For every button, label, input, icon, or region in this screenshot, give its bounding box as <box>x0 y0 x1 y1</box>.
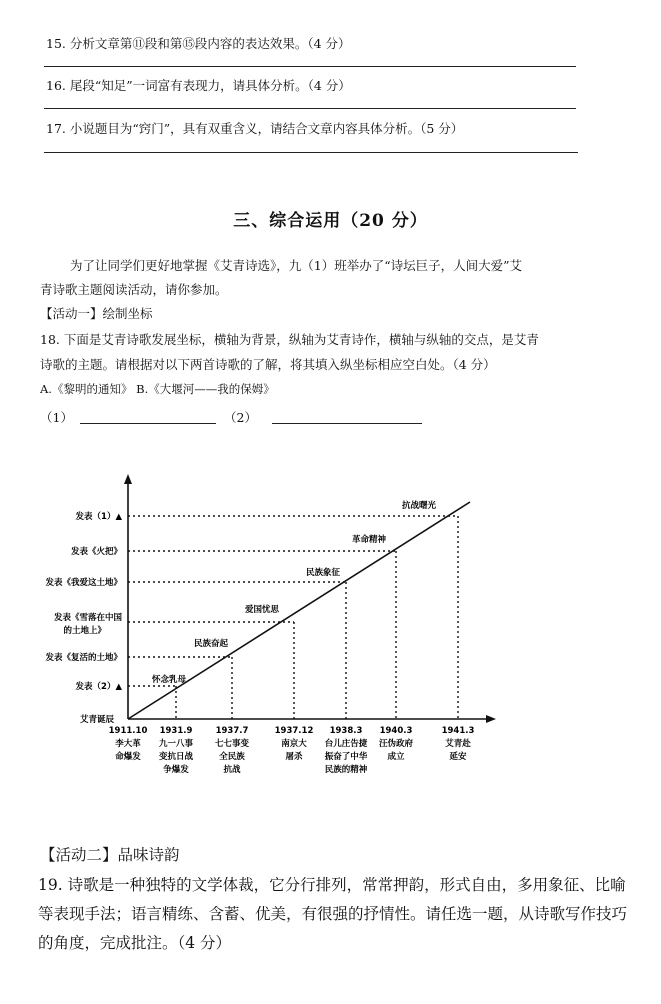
x-tick-label-line: 1940.3 <box>379 726 413 736</box>
answer-line <box>44 108 576 109</box>
question-19-line-3: 的角度，完成批注。（4 分） <box>38 934 232 952</box>
question-18-line-2: 诗歌的主题。请根据对以下两首诗歌的了解，将其填入纵坐标相应空白处。（4 分） <box>40 357 496 372</box>
y-tick-label-line: 的土地上》 <box>63 626 106 636</box>
x-tick-label-line: 1937.7 <box>215 726 249 736</box>
theme-label: 民族奋起 <box>194 639 229 649</box>
y-tick-label: 发表（2）▲ <box>75 682 122 692</box>
blank-2-label: （2） <box>224 410 257 425</box>
y-tick-label: 发表（1）▲ <box>75 512 122 522</box>
development-line <box>128 502 470 719</box>
y-tick-label-line: 发表《雪落在中国 <box>53 613 122 623</box>
question-18-line-1: 18. 下面是艾青诗歌发展坐标，横轴为背景，纵轴为艾青诗作，横轴与纵轴的交点，是艾青 <box>40 332 539 347</box>
poetry-coordinate-chart <box>0 460 661 800</box>
theme-label: 革命精神 <box>352 535 387 545</box>
y-tick-label <box>53 612 123 636</box>
x-tick-label-line: 李大革 <box>115 739 141 749</box>
y-tick-label: 艾青诞辰 <box>79 715 114 725</box>
question-16: 16. 尾段“知足”一词富有表现力，请具体分析。（4 分） <box>46 78 351 93</box>
x-tick-label-line: 抗战 <box>223 765 241 775</box>
x-tick-label <box>159 726 194 775</box>
activity1-heading: 【活动一】绘制坐标 <box>40 306 153 321</box>
x-tick-label-line: 1937.12 <box>274 726 314 736</box>
x-tick-label-line: 七七事变 <box>214 739 250 749</box>
section-title: 三、综合运用（20 分） <box>233 211 428 231</box>
intro-line-1: 为了让同学们更好地掌握《艾青诗选》，九（1）班举办了“诗坛巨子，人间大爱”艾 <box>70 258 522 273</box>
question-19-line-2: 等表现手法；语言精练、含蓄、优美，有很强的抒情性。请任选一题，从诗歌写作技巧 <box>38 905 628 923</box>
answer-line <box>44 152 578 153</box>
x-tick-label-line: 艾青赴 <box>445 739 471 749</box>
x-tick-label-line: 1911.10 <box>108 726 148 736</box>
y-tick-label: 发表《我爱这土地》 <box>45 578 122 588</box>
x-tick-label-line: 南京大 <box>281 739 307 749</box>
x-tick-label <box>275 726 314 762</box>
x-tick-label-line: 1941.3 <box>441 726 475 736</box>
x-tick-label-line: 争爆发 <box>163 765 189 775</box>
blank-1-label: （1） <box>40 410 73 425</box>
x-tick-label-line: 振奋了中华 <box>324 752 368 762</box>
theme-label: 怀念乳母 <box>152 675 187 685</box>
x-tick-label-line: 成立 <box>387 752 405 762</box>
x-tick-label-line: 民族的精神 <box>324 765 368 775</box>
x-tick-label-line: 屠杀 <box>285 752 303 762</box>
activity2-heading: 【活动二】品味诗韵 <box>40 846 180 864</box>
answer-blank-1[interactable] <box>80 423 216 424</box>
x-tick-label-line: 延安 <box>449 752 467 762</box>
theme-label: 抗战曙光 <box>402 501 437 511</box>
x-tick-label <box>379 726 414 762</box>
x-tick-label-line: 九一八事 <box>158 739 194 749</box>
theme-label: 民族象征 <box>306 568 341 578</box>
theme-label: 爱国忧思 <box>245 605 280 615</box>
x-axis-arrow <box>486 715 496 723</box>
answer-blank-2[interactable] <box>272 423 422 424</box>
x-tick-label <box>324 726 368 775</box>
y-tick-label: 发表《火把》 <box>70 547 122 557</box>
x-tick-label <box>215 726 250 775</box>
answer-line <box>44 66 576 67</box>
question-15: 15. 分析文章第⑪段和第⑮段内容的表达效果。（4 分） <box>46 36 351 51</box>
x-tick-label <box>442 726 475 762</box>
intro-line-2: 青诗歌主题阅读活动，请你参加。 <box>40 282 228 297</box>
y-tick-label: 发表《复活的土地》 <box>45 653 122 663</box>
question-18-options: A.《黎明的通知》 B.《大堰河——我的保姆》 <box>40 382 275 396</box>
x-tick-label <box>109 726 148 762</box>
x-tick-label-line: 1931.9 <box>159 726 193 736</box>
x-tick-label-line: 变抗日战 <box>158 752 194 762</box>
x-tick-label-line: 1938.3 <box>329 726 363 736</box>
y-axis-arrow <box>124 474 132 484</box>
x-tick-label-line: 台儿庄告捷 <box>324 739 368 749</box>
question-19-line-1: 19. 诗歌是一种独特的文学体裁，它分行排列，常常押韵，形式自由，多用象征、比喻 <box>38 876 626 894</box>
x-tick-label-line: 汪伪政府 <box>378 739 414 749</box>
x-tick-label-line: 命爆发 <box>115 752 141 762</box>
question-17: 17. 小说题目为“窍门”，具有双重含义，请结合文章内容具体分析。（5 分） <box>46 121 464 136</box>
x-tick-label-line: 全民族 <box>219 752 245 762</box>
